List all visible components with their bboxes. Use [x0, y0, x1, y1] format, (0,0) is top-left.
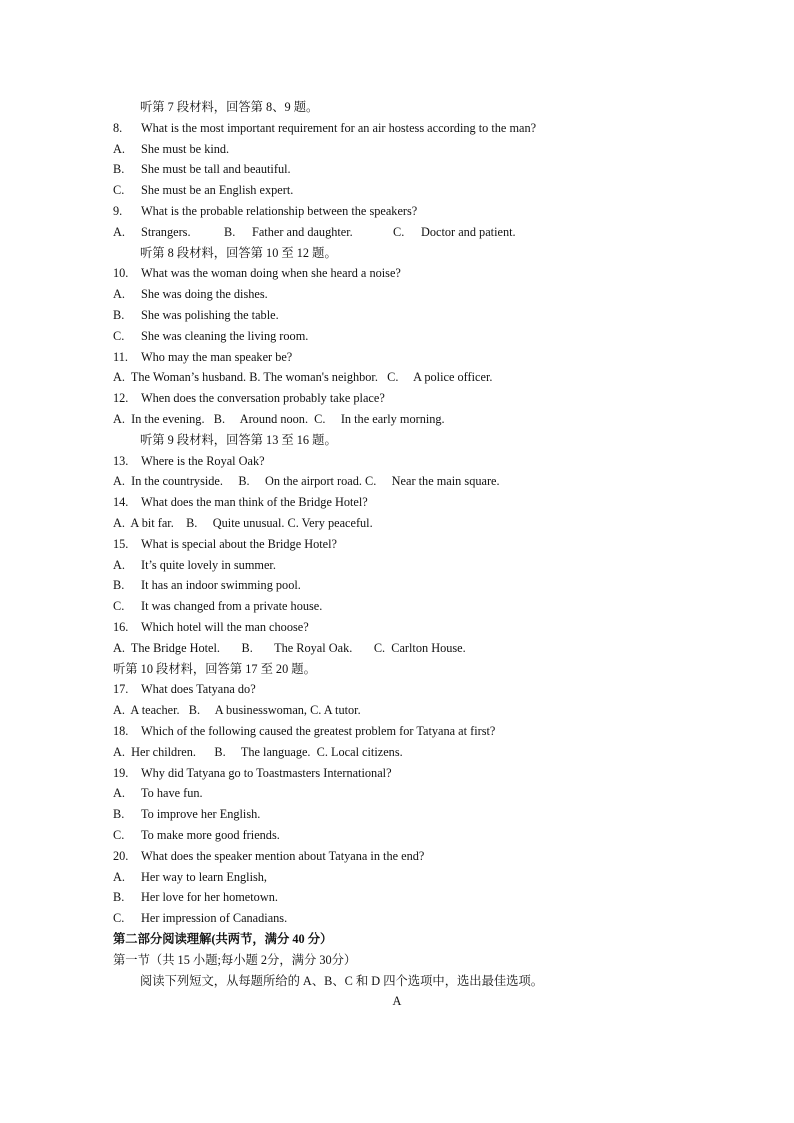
- question-number: 9.: [113, 204, 123, 218]
- option-letter: A.: [113, 141, 125, 156]
- option-letter: A.: [113, 557, 125, 572]
- part-heading: 第二部分阅读理解(共两节，满分 40 分）: [113, 932, 333, 946]
- section-instruction: 听第 9 段材料，回答第 13 至 16 题。: [140, 432, 337, 447]
- question-text: What does Tatyana do?: [141, 682, 256, 697]
- option-letter: A.: [113, 287, 125, 302]
- option-text: She was polishing the table.: [141, 308, 279, 322]
- question-number: 15.: [113, 536, 129, 551]
- question-number: 8.: [113, 120, 123, 135]
- option-text: Father and daughter.: [252, 224, 353, 239]
- option-letter: B.: [113, 308, 125, 322]
- question-text: What is the probable relationship between the speakers?: [141, 204, 418, 218]
- option-text: To have fun.: [141, 786, 203, 801]
- option-letter: B.: [113, 162, 125, 177]
- option-letter: B.: [224, 224, 236, 239]
- question-text: Which hotel will the man choose?: [141, 620, 309, 634]
- option-text: She must be an English expert.: [141, 183, 294, 198]
- question-number: 16.: [113, 620, 129, 634]
- question-text: When does the conversation probably take place?: [141, 391, 385, 406]
- question-number: 13.: [113, 453, 129, 468]
- option-text: Doctor and patient.: [421, 224, 516, 239]
- question-text: Which of the following caused the greatest problem for Tatyana at first?: [141, 724, 496, 738]
- question-line: 第一节（共 15 小题;每小题 2分，满分 30分）: [113, 952, 357, 967]
- option-text: It was changed from a private house.: [141, 599, 323, 614]
- option-text: It has an indoor swimming pool.: [141, 578, 301, 593]
- question-number: 18.: [113, 724, 129, 738]
- question-text: What was the woman doing when she heard a noise?: [141, 266, 401, 281]
- option-letter: C.: [113, 828, 125, 842]
- section-instruction: 听第 7 段材料，回答第 8、9 题。: [140, 100, 319, 114]
- option-letter: A.: [113, 869, 125, 884]
- question-line: 听第 10 段材料，回答第 17 至 20 题。: [113, 661, 316, 676]
- option-letter: C.: [113, 183, 125, 198]
- question-text: What does the man think of the Bridge Hotel?: [141, 495, 368, 510]
- question-number: 14.: [113, 495, 129, 510]
- option-text: She was doing the dishes.: [141, 287, 268, 302]
- option-letter: C.: [113, 328, 125, 343]
- section-instruction: 阅读下列短文，从每题所给的 A、B、C 和 D 四个选项中，选出最佳选项。: [140, 973, 544, 988]
- question-text: What does the speaker mention about Tatyana in the end?: [141, 848, 425, 863]
- question-text: What is special about the Bridge Hotel?: [141, 536, 338, 551]
- question-text: Who may the man speaker be?: [141, 349, 293, 364]
- question-text: Why did Tatyana go to Toastmasters International?: [141, 765, 392, 780]
- option-letter: C.: [113, 911, 125, 926]
- option-text: To make more good friends.: [141, 828, 280, 842]
- question-text: What is the most important requirement for an air hostess according to the man?: [141, 120, 537, 135]
- option-text: Her impression of Canadians.: [141, 911, 288, 926]
- option-letter: C.: [393, 224, 405, 239]
- option-text: She was cleaning the living room.: [141, 328, 309, 343]
- question-line: A. In the evening. B. Around noon. C. In the early morning.: [113, 412, 445, 426]
- question-number: 20.: [113, 848, 129, 863]
- option-text: Her love for her hometown.: [141, 890, 278, 905]
- option-text: Her way to learn English,: [141, 869, 268, 884]
- option-text: Strangers.: [141, 224, 191, 239]
- question-line: A. A teacher. B. A businesswoman, C. A tutor.: [113, 703, 361, 718]
- question-line: A. The Bridge Hotel. B. The Royal Oak. C. Carlton House.: [113, 640, 466, 655]
- option-text: It’s quite lovely in summer.: [141, 557, 276, 572]
- option-text: She must be kind.: [141, 141, 230, 156]
- option-text: To improve her English.: [141, 807, 261, 822]
- question-number: 10.: [113, 266, 129, 281]
- option-letter: B.: [113, 578, 125, 593]
- option-letter: A.: [113, 224, 125, 239]
- option-letter: B.: [113, 890, 125, 905]
- option-letter: A.: [113, 786, 125, 801]
- question-number: 12.: [113, 391, 129, 406]
- question-line: A. The Woman’s husband. B. The woman's neighbor. C. A police officer.: [113, 370, 493, 385]
- passage-label: A: [392, 994, 402, 1009]
- question-line: A. A bit far. B. Quite unusual. C. Very peaceful.: [113, 516, 373, 530]
- question-line: A. In the countryside. B. On the airport road. C. Near the main square.: [113, 474, 500, 489]
- question-line: A. Her children. B. The language. C. Local citizens.: [113, 744, 403, 759]
- question-number: 19.: [113, 765, 129, 780]
- option-letter: C.: [113, 599, 125, 614]
- question-text: Where is the Royal Oak?: [141, 453, 265, 468]
- question-number: 17.: [113, 682, 129, 697]
- section-instruction: 听第 8 段材料，回答第 10 至 12 题。: [140, 245, 337, 260]
- option-letter: B.: [113, 807, 125, 822]
- option-text: She must be tall and beautiful.: [141, 162, 291, 177]
- question-number: 11.: [113, 349, 128, 364]
